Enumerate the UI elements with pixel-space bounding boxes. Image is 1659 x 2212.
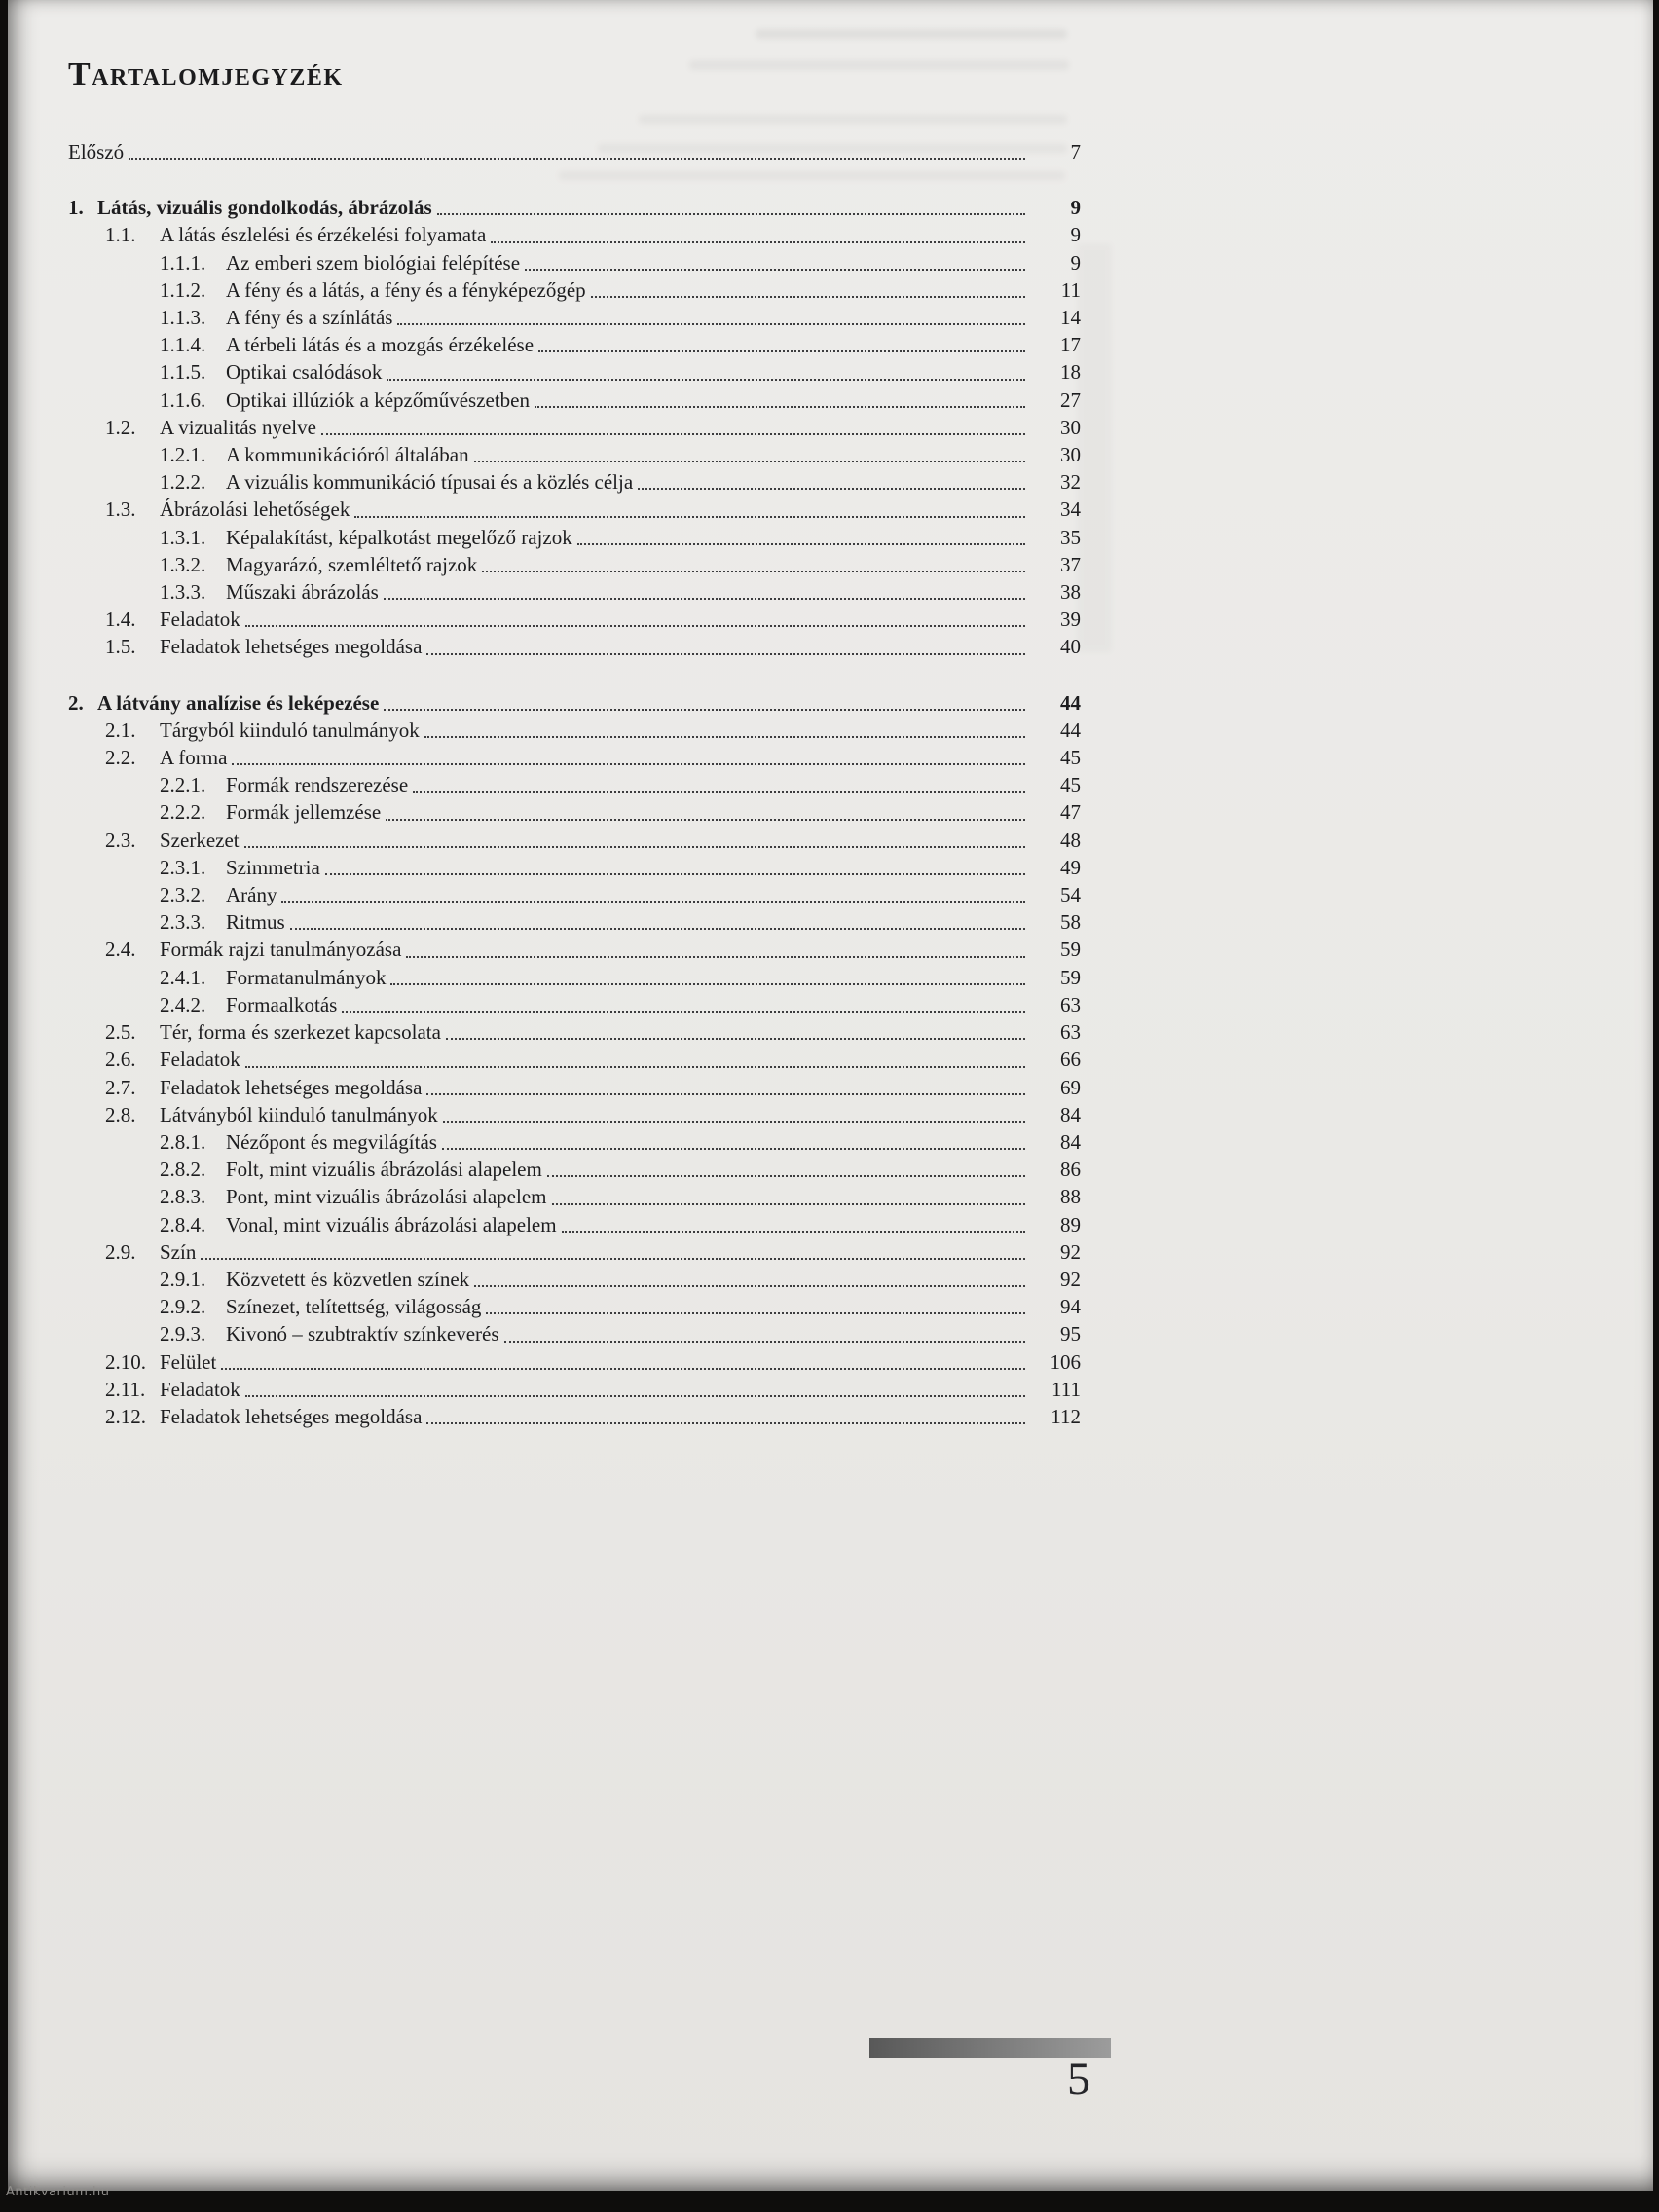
toc-entry-label: Vonal, mint vizuális ábrázolási alapelem [226,1212,557,1236]
toc-entry [68,1348,1081,1376]
toc-entry-page: 44 [1060,690,1081,715]
toc-entry-page: 88 [1060,1185,1081,1209]
toc-entry-number: 2.9.1. [160,1267,206,1291]
toc-entry [68,496,1081,523]
toc-entry-page: 11 [1060,277,1081,302]
toc-entry-page: 92 [1060,1239,1081,1264]
toc-entry [68,138,1081,166]
toc-entry-label: Felület [160,1349,217,1374]
toc-entry-label: Pont, mint vizuális ábrázolási alapelem [226,1185,547,1209]
toc-entry-number: 1. [68,196,84,220]
toc-entry-number: 2.3.1. [160,855,206,879]
toc-entry-page: 54 [1060,883,1081,907]
dot-leader [442,1148,1025,1150]
dot-leader [244,846,1025,848]
toc-entry-label: Látás, vizuális gondolkodás, ábrázolás [97,196,432,220]
toc-entry-label: Szerkezet [160,828,240,852]
dot-leader [290,928,1025,930]
toc-entry [68,441,1081,468]
dot-leader [486,1312,1025,1314]
toc-entry-page: 44 [1060,718,1081,742]
toc-entry [68,1018,1081,1046]
toc-entry-number: 2.8. [105,1102,136,1126]
toc-entry-number: 1.1. [105,223,136,247]
toc-entry [68,276,1081,304]
toc-entry-label: A vizuális kommunikáció típusai és a közlés célja [226,470,634,495]
toc-entry [68,249,1081,276]
toc-entry-page: 48 [1060,828,1081,852]
dot-leader [281,901,1025,903]
dot-leader [577,543,1025,545]
toc-entry-page: 38 [1060,580,1081,605]
dot-leader [413,791,1025,793]
toc-entry-number: 2.8.3. [160,1185,206,1209]
toc-entry-number: 2.4.2. [160,992,206,1016]
toc-entry-number: 2.11. [105,1377,146,1401]
toc-entry-page: 30 [1060,415,1081,439]
dot-leader [525,269,1025,271]
toc-entry-label: Műszaki ábrázolás [226,580,379,605]
toc-entry-number: 1.3.1. [160,525,206,549]
dot-leader [386,819,1025,821]
bleed-line [689,60,1069,70]
toc-entry [68,387,1081,414]
toc-entry-label: Ritmus [226,910,285,935]
dot-leader [321,433,1025,435]
toc-entry [68,1211,1081,1238]
toc-entry-label: Formák rendszerezése [226,773,409,797]
toc-entry-number: 1.2. [105,415,136,439]
toc-entry-label: A vizualitás nyelve [160,415,316,439]
dot-leader [426,1093,1025,1095]
toc-entry-number: 1.4. [105,608,136,632]
toc-entry-label: Feladatok lehetséges megoldása [160,635,423,659]
toc-entry-page: 9 [1070,250,1081,275]
dot-leader [426,1422,1025,1424]
toc-entry [68,744,1081,771]
toc-entry-label: Feladatok lehetséges megoldása [160,1075,423,1099]
toc-entry-label: Optikai csalódások [226,360,383,385]
toc-entry-page: 49 [1060,855,1081,879]
toc-entry-number: 2.8.2. [160,1158,206,1182]
toc-entry-page: 45 [1060,746,1081,770]
dot-leader [491,241,1025,243]
toc-entry [68,717,1081,744]
dot-leader [538,350,1025,352]
toc-entry-page: 86 [1060,1158,1081,1182]
toc-entry-page: 59 [1060,938,1081,962]
dot-leader [232,763,1025,765]
toc-entry-number: 1.1.1. [160,250,206,275]
toc-entry-page: 34 [1060,498,1081,522]
dot-leader [397,323,1025,325]
toc-entry-page: 106 [1050,1349,1081,1374]
toc-entry-label: Folt, mint vizuális ábrázolási alapelem [226,1158,542,1182]
toc-entry-label: Arány [226,883,277,907]
page-number: 5 [1067,2053,1090,2105]
toc-entry-number: 1.3.3. [160,580,206,605]
toc-entry-number: 1.5. [105,635,136,659]
dot-leader [406,956,1025,958]
toc-entry-page: 40 [1060,635,1081,659]
toc-entry [68,1266,1081,1293]
toc-entry-page: 94 [1060,1295,1081,1319]
toc-list [68,138,1081,1430]
toc-entry [68,1376,1081,1403]
toc-entry-page: 59 [1060,965,1081,989]
toc-entry [68,551,1081,578]
toc-entry-number: 1.1.3. [160,306,206,330]
toc-entry-page: 27 [1060,387,1081,412]
toc-entry-label: Ábrázolási lehetőségek [160,498,350,522]
toc-entry-number: 2.5. [105,1020,136,1045]
toc-entry [68,854,1081,881]
toc-entry [68,1403,1081,1430]
toc-entry-number: 2.3.2. [160,883,206,907]
scanned-book-page [8,0,1653,2191]
toc-entry-label: Látványból kiinduló tanulmányok [160,1102,438,1126]
toc-entry [68,991,1081,1018]
toc-entry-number: 2.2.2. [160,800,206,825]
dot-leader [201,1258,1025,1260]
dot-leader [446,1038,1025,1040]
toc-entry-page: 84 [1060,1102,1081,1126]
toc-entry-label: A térbeli látás és a mozgás érzékelése [226,333,535,357]
toc-entry-page: 39 [1060,608,1081,632]
toc-entry-number: 1.3.2. [160,552,206,576]
toc-entry [68,1183,1081,1210]
dot-leader [245,1395,1025,1397]
toc-entry-page: 37 [1060,552,1081,576]
toc-entry-number: 2.9.3. [160,1322,206,1346]
toc-entry [68,881,1081,908]
dot-leader [325,873,1025,875]
toc-entry [68,524,1081,551]
toc-entry-page: 95 [1060,1322,1081,1346]
toc-entry [68,1074,1081,1101]
toc-entry-page: 9 [1070,223,1081,247]
dot-leader [535,406,1025,408]
toc-entry [68,908,1081,936]
toc-entry-number: 2. [68,690,84,715]
toc-entry-number: 2.12. [105,1404,146,1428]
toc-entry [68,578,1081,606]
toc-entry-page: 84 [1060,1129,1081,1154]
toc-entry-label: Feladatok [160,608,240,632]
dot-leader [638,488,1025,490]
toc-entry [68,1101,1081,1128]
bleed-line [1077,243,1112,652]
toc-entry-page: 7 [1070,140,1081,164]
toc-entry [68,1293,1081,1320]
toc-entry-number: 2.1. [105,718,136,742]
toc-entry [68,468,1081,496]
toc-entry-label: Formák rajzi tanulmányozása [160,938,402,962]
toc-entry [68,221,1081,248]
dot-leader [547,1175,1025,1177]
toc-entry [68,771,1081,798]
toc-entry-page: 92 [1060,1267,1081,1291]
toc-entry [68,1046,1081,1073]
toc-entry [68,964,1081,991]
dot-leader [562,1231,1025,1233]
toc-entry-label: A forma [160,746,228,770]
toc-entry-label: A látvány analízise és leképezése [97,690,380,715]
toc-entry-label: Színezet, telítettség, világosság [226,1295,482,1319]
toc-entry-page: 35 [1060,525,1081,549]
dot-leader [390,983,1025,985]
toc-entry-label: Feladatok lehetséges megoldása [160,1404,423,1428]
toc-entry [68,633,1081,660]
toc-entry-number: 1.1.4. [160,333,206,357]
toc-entry [68,1320,1081,1347]
toc-entry-label: Formatanulmányok [226,965,387,989]
toc-entry-number: 2.4.1. [160,965,206,989]
dot-leader [437,213,1025,215]
toc-entry-number: 2.7. [105,1075,136,1099]
toc-entry-page: 45 [1060,773,1081,797]
toc-entry [68,1156,1081,1183]
toc-entry [68,1238,1081,1266]
toc-entry-label: Formák jellemzése [226,800,382,825]
toc-entry-page: 14 [1060,306,1081,330]
toc-entry-page: 66 [1060,1048,1081,1072]
toc-entry-label: Nézőpont és megvilágítás [226,1129,437,1154]
toc-entry-number: 2.8.4. [160,1212,206,1236]
toc-entry-number: 1.2.1. [160,443,206,467]
toc-entry-label: A látás észlelési és érzékelési folyamata [160,223,487,247]
dot-leader [474,1285,1025,1287]
toc-entry-label: Formaalkotás [226,992,338,1016]
toc-entry-page: 9 [1070,196,1081,220]
dot-leader [245,1066,1025,1068]
dot-leader [342,1011,1025,1013]
page-title: Tartalomjegyzék [68,56,344,92]
dot-leader [354,516,1025,518]
toc-entry-label: Az emberi szem biológiai felépítése [226,250,521,275]
toc-entry-number: 2.3.3. [160,910,206,935]
toc-entry-number: 1.2.2. [160,470,206,495]
toc-entry-number: 1.1.6. [160,387,206,412]
toc-entry-label: Szimmetria [226,855,320,879]
toc-entry-page: 111 [1051,1377,1081,1401]
dot-leader [387,379,1025,381]
toc-entry-number: 2.9. [105,1239,136,1264]
toc-entry-page: 32 [1060,470,1081,495]
toc-entry [68,827,1081,854]
bleed-line [639,115,1067,124]
dot-leader [384,598,1025,600]
dot-leader [474,461,1025,462]
toc-entry-number: 2.2.1. [160,773,206,797]
toc-entry-page: 63 [1060,992,1081,1016]
toc-entry-number: 2.9.2. [160,1295,206,1319]
toc-entry-number: 2.10. [105,1349,146,1374]
toc-entry [68,304,1081,331]
dot-leader [482,571,1025,572]
toc-entry-label: Közvetett és közvetlen színek [226,1267,470,1291]
dot-leader [384,709,1025,711]
dot-leader [552,1203,1026,1205]
toc-entry [68,936,1081,963]
toc-entry-label: Magyarázó, szemléltető rajzok [226,552,478,576]
toc-entry-label: Feladatok [160,1048,240,1072]
toc-entry [68,194,1081,221]
toc-entry-number: 2.8.1. [160,1129,206,1154]
toc-entry [68,331,1081,358]
toc-entry [68,606,1081,633]
toc-entry-label: A fény és a színlátás [226,306,393,330]
toc-entry-number: 2.2. [105,746,136,770]
toc-entry-label: Előszó [68,140,125,164]
toc-entry-number: 2.3. [105,828,136,852]
toc-entry-number: 1.1.5. [160,360,206,385]
toc-entry [68,1128,1081,1156]
toc-entry-page: 89 [1060,1212,1081,1236]
bleed-line [756,29,1067,39]
toc-entry-label: Képalakítást, képalkotást megelőző rajzok [226,525,572,549]
dot-leader [504,1341,1025,1343]
toc-entry-page: 47 [1060,800,1081,825]
toc-entry-label: Optikai illúziók a képzőművészetben [226,387,530,412]
toc-entry [68,798,1081,826]
toc-entry [68,689,1081,717]
toc-entry-label: Feladatok [160,1377,240,1401]
toc-entry-number: 2.4. [105,938,136,962]
toc-entry-label: Tér, forma és szerkezet kapcsolata [160,1020,441,1045]
toc-entry-page: 17 [1060,333,1081,357]
toc-entry-page: 18 [1060,360,1081,385]
toc-entry-label: A kommunikációról általában [226,443,469,467]
toc-entry-label: Tárgyból kiinduló tanulmányok [160,718,420,742]
toc-entry-label: A fény és a látás, a fény és a fényképezőgép [226,277,586,302]
toc-entry [68,414,1081,441]
dot-leader [443,1121,1025,1123]
toc-entry-page: 112 [1051,1404,1081,1428]
dot-leader [129,158,1025,160]
toc-entry-label: Kivonó – szubtraktív színkeverés [226,1322,499,1346]
toc-entry-number: 2.6. [105,1048,136,1072]
toc-entry-page: 58 [1060,910,1081,935]
dot-leader [591,296,1025,298]
dot-leader [424,736,1025,738]
dot-leader [426,653,1025,655]
toc-entry-label: Szín [160,1239,197,1264]
toc-entry-page: 69 [1060,1075,1081,1099]
toc-entry [68,358,1081,386]
toc-entry-number: 1.3. [105,498,136,522]
dot-leader [221,1368,1025,1370]
toc-entry-page: 30 [1060,443,1081,467]
toc-entry-page: 63 [1060,1020,1081,1045]
watermark: Antikvarium.hu [6,2185,110,2199]
toc-entry-number: 1.1.2. [160,277,206,302]
dot-leader [245,625,1025,627]
